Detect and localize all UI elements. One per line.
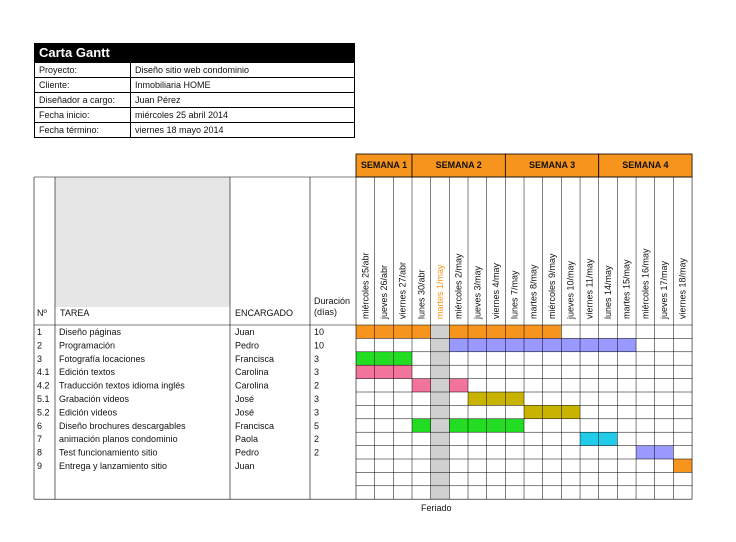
task-owner: José [235,394,255,404]
day-label: martes 15/may [621,259,632,319]
task-name: Grabación videos [59,394,130,404]
task-bar-cell [524,325,543,338]
task-number: 6 [37,420,43,431]
task-duration: 2 [314,380,320,391]
day-label: jueves 10/may [565,260,576,319]
week-label: SEMANA 2 [435,160,482,170]
task-bar-cell [580,338,599,351]
task-duration: 10 [314,327,325,337]
task-duration: 2 [314,447,320,458]
task-name: Test funcionamiento sitio [59,447,158,458]
task-duration: 3 [314,353,320,364]
task-bar-cell [449,338,468,351]
task-owner: Francisca [235,353,275,364]
day-label: jueves 17/may [659,260,670,319]
week-label: SEMANA 3 [528,160,576,170]
task-bar-cell [412,325,431,338]
day-label: lunes 14/may [603,265,614,319]
info-value: Juan Pérez [135,95,181,105]
task-number: 4.1 [37,367,50,378]
task-owner: Carolina [235,367,269,378]
day-label: jueves 26/abr [379,264,390,319]
info-row-end [35,122,354,137]
task-number: 2 [37,340,43,351]
day-label: viernes 4/may [491,262,502,319]
project-info-table [34,43,355,138]
task-owner: Paola [235,434,259,445]
task-bar-cell [449,325,468,338]
column-header-duration-unit: (días) [314,307,338,317]
task-duration: 3 [314,394,320,404]
task-name: Edición videos [59,407,118,418]
day-label: lunes 7/may [509,270,520,319]
task-duration: 2 [314,434,320,445]
column-header-duration: Duración [314,296,351,306]
task-bar-cell [468,338,487,351]
task-number: 8 [37,447,43,458]
info-label: Proyecto: [35,63,131,77]
task-owner: Pedro [235,340,260,351]
task-name: Entrega y lanzamiento sitio [59,461,168,471]
task-bar-cell [449,379,468,392]
week-label: SEMANA 4 [622,160,669,170]
info-row-start [35,107,354,122]
task-number: 3 [37,353,43,364]
task-bar-cell [617,338,636,351]
task-duration: 5 [314,420,320,431]
info-row-client [35,77,354,92]
task-bar-cell [636,446,655,459]
task-bar-cell [412,379,431,392]
info-value: Diseño sitio web condominio [135,65,250,75]
day-label: viernes 27/abr [397,261,408,319]
task-bar-cell [449,419,468,432]
task-bar-cell [487,419,506,432]
task-bar-cell [375,352,394,365]
day-label: miércoles 2/may [453,253,464,319]
task-duration: 3 [314,407,320,418]
task-bar-cell [505,338,524,351]
column-header-task: TAREA [60,308,90,318]
info-label: Fecha término: [35,123,131,137]
day-label: jueves 3/may [472,265,483,319]
task-header-shade [55,177,230,307]
day-label: martes 1/may [435,264,446,319]
task-bar-cell [468,419,487,432]
task-name: Edición textos [59,367,116,378]
task-bar-cell [393,352,412,365]
day-label: viernes 11/may [584,258,595,319]
holiday-legend: Feriado [421,503,452,513]
task-bar-cell [561,405,580,418]
task-bar-cell [393,365,412,378]
day-label: lunes 30/abr [416,269,427,319]
task-number: 1 [37,327,43,337]
info-label: Fecha inicio: [35,108,131,122]
info-label: Cliente: [35,78,131,92]
task-bar-cell [561,338,580,351]
task-bar-cell [655,446,674,459]
task-bar-cell [524,405,543,418]
task-bar-cell [393,325,412,338]
column-header-no: Nº [37,308,47,318]
column-header-owner: ENCARGADO [235,308,294,318]
task-name: Diseño brochures descargables [59,420,186,431]
task-bar-cell [412,419,431,432]
task-bar-cell [543,338,562,351]
chart-title: Carta Gantt [35,44,354,62]
task-bar-cell [487,325,506,338]
task-owner: José [235,407,255,418]
task-number: 9 [37,461,43,471]
task-bar-cell [599,432,618,445]
info-row-designer [35,92,354,107]
task-bar-cell [468,392,487,405]
task-name: Fotografía locaciones [59,353,146,364]
task-bar-cell [524,338,543,351]
task-number: 5.2 [37,407,50,418]
info-row-project [35,62,354,77]
task-owner: Francisca [235,420,275,431]
day-label: martes 8/may [528,264,539,319]
task-bar-cell [505,392,524,405]
task-name: Diseño páginas [59,327,122,337]
task-bar-cell [487,392,506,405]
task-bar-cell [356,325,375,338]
info-value: miércoles 25 abril 2014 [135,110,229,120]
task-bar-cell [599,338,618,351]
info-label: Diseñador a cargo: [35,93,131,107]
task-owner: Pedro [235,447,260,458]
task-bar-cell [356,352,375,365]
task-duration: 10 [314,340,325,351]
task-bar-cell [356,365,375,378]
task-name: Traducción textos idioma inglés [59,380,185,391]
task-bar-cell [673,459,692,472]
day-label: miércoles 25/abr [360,252,371,319]
task-bar-cell [505,419,524,432]
task-bar-cell [375,365,394,378]
task-owner: Carolina [235,380,269,391]
task-bar-cell [375,325,394,338]
info-value: viernes 18 mayo 2014 [135,125,224,135]
day-label: miércoles 9/may [547,253,558,319]
info-value: Inmobiliaria HOME [135,80,211,90]
task-name: Programación [59,340,116,351]
task-name: animación planos condominio [59,434,178,445]
day-label: miércoles 16/may [640,248,651,319]
task-number: 4.2 [37,380,50,391]
task-number: 5.1 [37,394,50,404]
week-label: SEMANA 1 [360,160,408,170]
task-bar-cell [543,325,562,338]
task-bar-cell [580,432,599,445]
task-bar-cell [487,338,506,351]
holiday-column [431,325,450,499]
task-number: 7 [37,434,43,445]
task-owner: Juan [235,461,255,471]
task-bar-cell [543,405,562,418]
task-owner: Juan [235,327,255,337]
day-label: viernes 18/may [677,257,688,319]
task-bar-cell [468,325,487,338]
task-duration: 3 [314,367,320,378]
task-bar-cell [505,325,524,338]
